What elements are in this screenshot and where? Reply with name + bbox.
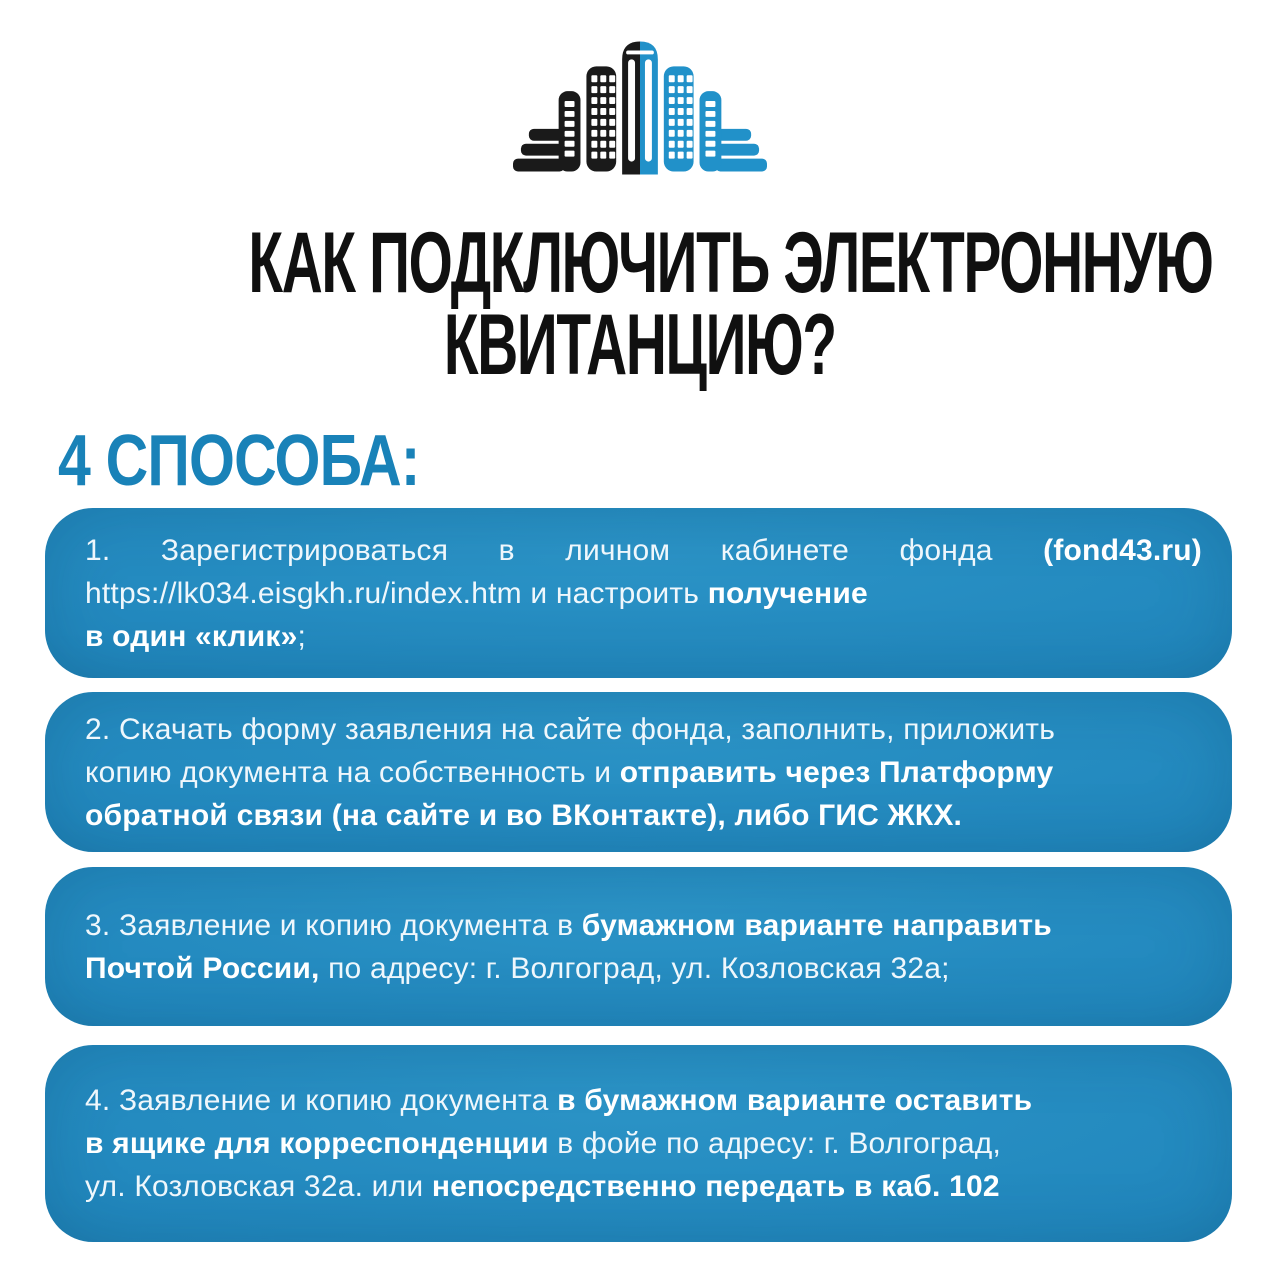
card-text: 3. Заявление и копию документа в bbox=[85, 908, 582, 942]
card-text-bold: отправить через Платформу bbox=[619, 755, 1054, 789]
card-2-line-1 bbox=[85, 708, 1202, 751]
card-4-line-3 bbox=[85, 1165, 1202, 1208]
card-text-bold: бумажном варианте направить bbox=[581, 908, 1052, 942]
cards bbox=[45, 0, 1232, 1280]
card-text: 4. Заявление и копию документа bbox=[85, 1084, 558, 1117]
card-text: копию документа на собственность и bbox=[85, 755, 620, 789]
card-2-line-3 bbox=[85, 794, 1202, 837]
card-2-line-2 bbox=[85, 751, 1202, 794]
subtitle-text: 4 СПОСОБА: bbox=[58, 421, 420, 501]
card-text: в фойе по адресу: г. Волгоград, bbox=[548, 1127, 1001, 1160]
page-title-text-1: КАК ПОДКЛЮЧИТЬ ЭЛЕКТРОННУЮ bbox=[248, 215, 1213, 311]
card-text-bold: Почтой России, bbox=[85, 951, 320, 985]
card-text-bold: получение bbox=[707, 576, 868, 610]
card-3-line-1 bbox=[85, 904, 1202, 947]
card-text-bold: в один «клик» bbox=[85, 619, 298, 653]
page-title-text-2: КВИТАНЦИЮ? bbox=[444, 297, 836, 393]
card-1 bbox=[45, 508, 1232, 678]
card-text: ул. Козловская 32а. или bbox=[85, 1170, 432, 1203]
card-3-line-2 bbox=[85, 947, 1202, 990]
card-text-bold: (fond43.ru) bbox=[1043, 533, 1202, 567]
card-4-line-2 bbox=[85, 1122, 1202, 1165]
card-1-line-2 bbox=[85, 572, 1202, 615]
card-4 bbox=[45, 1045, 1232, 1242]
card-text-bold: в бумажном варианте оставить bbox=[557, 1084, 1033, 1117]
card-1-line-1 bbox=[85, 529, 1202, 572]
card-4-line-1 bbox=[85, 1079, 1202, 1122]
card-text-bold: обратной связи (на сайте и во ВКонтакте), либо ГИС ЖКХ. bbox=[85, 798, 963, 832]
card-text: https://lk034.eisgkh.ru/index.htm и настроить bbox=[85, 576, 708, 610]
card-text: 1. Зарегистрироваться в личном кабинете фонда bbox=[85, 533, 1044, 567]
card-text-bold: в ящике для корреспонденции bbox=[85, 1127, 549, 1160]
card-text: по адресу: г. Волгоград, ул. Козловская 32а; bbox=[319, 951, 950, 985]
card-text: 2. Скачать форму заявления на сайте фонда, заполнить, приложить bbox=[85, 712, 1056, 746]
card-text-bold: непосредственно передать в каб. 102 bbox=[431, 1170, 1000, 1203]
card-3 bbox=[45, 867, 1232, 1026]
card-text: ; bbox=[297, 619, 307, 653]
card-2 bbox=[45, 692, 1232, 852]
card-1-line-3 bbox=[85, 615, 1202, 658]
